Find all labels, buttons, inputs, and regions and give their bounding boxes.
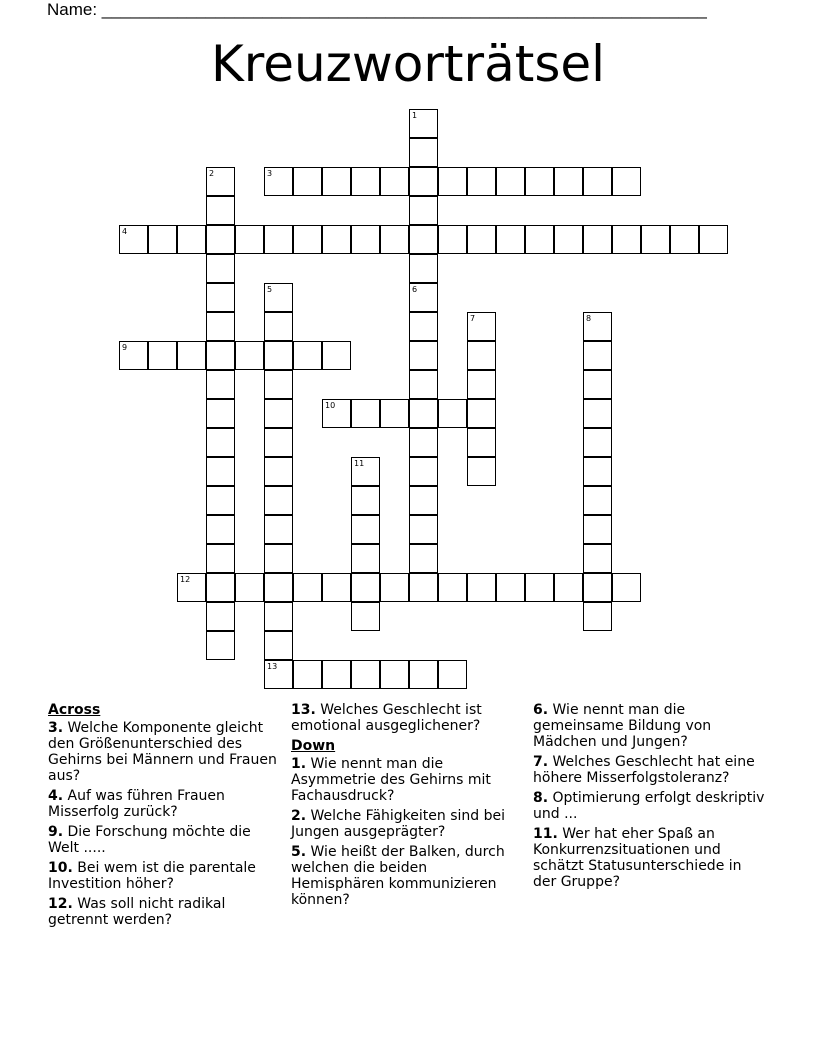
grid-cell[interactable] xyxy=(409,544,438,573)
grid-cell[interactable] xyxy=(409,515,438,544)
grid-cell[interactable] xyxy=(409,573,438,602)
grid-cell[interactable] xyxy=(554,167,583,196)
grid-cell[interactable] xyxy=(264,167,293,196)
down-heading: Down xyxy=(291,738,336,754)
grid-cell[interactable] xyxy=(322,573,351,602)
grid-cell[interactable] xyxy=(322,660,351,689)
grid-cell[interactable] xyxy=(235,225,264,254)
cell-clue-number: 10 xyxy=(325,401,336,410)
grid-cell[interactable] xyxy=(148,225,177,254)
grid-cell[interactable] xyxy=(293,167,322,196)
grid-cell[interactable] xyxy=(409,196,438,225)
grid-cell[interactable] xyxy=(206,341,235,370)
cell-clue-number: 5 xyxy=(267,285,273,294)
cell-clue-number: 2 xyxy=(209,169,215,178)
grid-cell[interactable] xyxy=(264,515,293,544)
clue-number: 1. xyxy=(291,756,307,772)
grid-cell[interactable] xyxy=(264,486,293,515)
grid-cell[interactable] xyxy=(612,167,641,196)
grid-cell[interactable] xyxy=(206,312,235,341)
grid-cell[interactable] xyxy=(351,660,380,689)
grid-cell[interactable] xyxy=(293,341,322,370)
clue-text: Welche Fähigkeiten sind bei Jungen ausgeprägter? xyxy=(291,808,505,840)
grid-cell[interactable] xyxy=(206,370,235,399)
grid-cell[interactable] xyxy=(554,225,583,254)
grid-cell[interactable] xyxy=(351,486,380,515)
grid-cell[interactable] xyxy=(641,225,670,254)
clue-number: 9. xyxy=(48,824,64,840)
grid-cell[interactable] xyxy=(380,399,409,428)
grid-cell[interactable] xyxy=(206,457,235,486)
grid-cell[interactable] xyxy=(467,167,496,196)
clues-column-2 xyxy=(291,702,521,912)
grid-cell[interactable] xyxy=(525,573,554,602)
cell-clue-number: 7 xyxy=(470,314,476,323)
grid-cell[interactable] xyxy=(322,167,351,196)
grid-cell[interactable] xyxy=(264,573,293,602)
clue-item xyxy=(48,860,283,892)
cell-clue-number: 9 xyxy=(122,343,128,352)
grid-cell[interactable] xyxy=(438,399,467,428)
clue-text: Welches Geschlecht hat eine höhere Misserfolgstoleranz? xyxy=(533,754,755,786)
grid-cell[interactable] xyxy=(583,341,612,370)
grid-cell[interactable] xyxy=(438,573,467,602)
grid-cell[interactable] xyxy=(206,486,235,515)
clue-item xyxy=(48,788,283,820)
grid-cell[interactable] xyxy=(525,225,554,254)
grid-cell[interactable] xyxy=(206,631,235,660)
grid-cell[interactable] xyxy=(583,457,612,486)
grid-cell[interactable] xyxy=(264,283,293,312)
clue-item xyxy=(291,702,521,734)
grid-cell[interactable] xyxy=(119,225,148,254)
grid-cell[interactable] xyxy=(177,573,206,602)
grid-cell[interactable] xyxy=(409,370,438,399)
grid-cell[interactable] xyxy=(699,225,728,254)
grid-cell[interactable] xyxy=(467,370,496,399)
clue-item xyxy=(48,824,283,856)
grid-cell[interactable] xyxy=(206,283,235,312)
grid-cell[interactable] xyxy=(409,399,438,428)
grid-cell[interactable] xyxy=(206,515,235,544)
grid-cell[interactable] xyxy=(206,196,235,225)
grid-cell[interactable] xyxy=(264,399,293,428)
grid-cell[interactable] xyxy=(264,602,293,631)
grid-cell[interactable] xyxy=(206,573,235,602)
grid-cell[interactable] xyxy=(409,660,438,689)
clue-item xyxy=(48,720,283,784)
clue-number: 11. xyxy=(533,826,558,842)
grid-cell[interactable] xyxy=(409,486,438,515)
clue-item xyxy=(291,756,521,804)
clue-text: Wie nennt man die Asymmetrie des Gehirns mit Fachausdruck? xyxy=(291,756,491,804)
grid-cell[interactable] xyxy=(409,225,438,254)
grid-cell[interactable] xyxy=(467,312,496,341)
grid-cell[interactable] xyxy=(583,312,612,341)
grid-cell[interactable] xyxy=(467,399,496,428)
clue-text: Optimierung erfolgt deskriptiv und ... xyxy=(533,790,765,822)
clue-number: 2. xyxy=(291,808,307,824)
grid-cell[interactable] xyxy=(438,660,467,689)
grid-cell[interactable] xyxy=(409,457,438,486)
cell-clue-number: 6 xyxy=(412,285,418,294)
grid-cell[interactable] xyxy=(409,312,438,341)
grid-cell[interactable] xyxy=(206,254,235,283)
grid-cell[interactable] xyxy=(351,225,380,254)
grid-cell[interactable] xyxy=(351,399,380,428)
cell-clue-number: 11 xyxy=(354,459,365,468)
grid-cell[interactable] xyxy=(206,399,235,428)
grid-cell[interactable] xyxy=(409,341,438,370)
clue-number: 4. xyxy=(48,788,64,804)
grid-cell[interactable] xyxy=(351,602,380,631)
clue-text: Auf was führen Frauen Misserfolg zurück? xyxy=(48,788,225,820)
clue-number: 13. xyxy=(291,702,316,718)
grid-cell[interactable] xyxy=(264,312,293,341)
clue-number: 3. xyxy=(48,720,64,736)
clue-number: 12. xyxy=(48,896,73,912)
cell-clue-number: 4 xyxy=(122,227,128,236)
grid-cell[interactable] xyxy=(351,167,380,196)
grid-cell[interactable] xyxy=(409,428,438,457)
grid-cell[interactable] xyxy=(264,457,293,486)
grid-cell[interactable] xyxy=(525,167,554,196)
grid-cell[interactable] xyxy=(293,660,322,689)
grid-cell[interactable] xyxy=(264,428,293,457)
grid-cell[interactable] xyxy=(380,167,409,196)
grid-cell[interactable] xyxy=(583,428,612,457)
grid-cell[interactable] xyxy=(467,428,496,457)
grid-cell[interactable] xyxy=(264,631,293,660)
clue-item xyxy=(291,844,521,908)
grid-cell[interactable] xyxy=(264,225,293,254)
grid-cell[interactable] xyxy=(583,573,612,602)
clues-column-1 xyxy=(48,702,283,932)
grid-cell[interactable] xyxy=(583,515,612,544)
grid-cell[interactable] xyxy=(438,167,467,196)
grid-cell[interactable] xyxy=(583,225,612,254)
grid-cell[interactable] xyxy=(177,341,206,370)
name-field-label: Name: ________________________________________________________________ xyxy=(47,0,707,19)
grid-cell[interactable] xyxy=(206,544,235,573)
grid-cell[interactable] xyxy=(467,225,496,254)
across-heading: Across xyxy=(48,702,101,718)
clue-text: Wie nennt man die gemeinsame Bildung von Mädchen und Jungen? xyxy=(533,702,712,750)
grid-cell[interactable] xyxy=(583,370,612,399)
grid-cell[interactable] xyxy=(409,109,438,138)
grid-cell[interactable] xyxy=(380,225,409,254)
grid-cell[interactable] xyxy=(264,370,293,399)
grid-cell[interactable] xyxy=(264,341,293,370)
grid-cell[interactable] xyxy=(148,341,177,370)
grid-cell[interactable] xyxy=(293,225,322,254)
grid-cell[interactable] xyxy=(206,167,235,196)
clue-text: Welche Komponente gleicht den Größenunterschied des Gehirns bei Männern und Frauen aus? xyxy=(48,720,277,784)
grid-cell[interactable] xyxy=(380,573,409,602)
clue-text: Wie heißt der Balken, durch welchen die beiden Hemisphären kommunizieren können? xyxy=(291,844,505,908)
clue-item xyxy=(533,826,768,890)
grid-cell[interactable] xyxy=(670,225,699,254)
grid-cell[interactable] xyxy=(206,428,235,457)
cell-clue-number: 13 xyxy=(267,662,278,671)
grid-cell[interactable] xyxy=(612,573,641,602)
clue-number: 5. xyxy=(291,844,307,860)
grid-cell[interactable] xyxy=(583,544,612,573)
clue-text: Wer hat eher Spaß an Konkurrenzsituationen und schätzt Statusunterschiede in der Gruppe? xyxy=(533,826,742,890)
grid-cell[interactable] xyxy=(322,225,351,254)
clue-item xyxy=(48,896,283,928)
clue-number: 6. xyxy=(533,702,549,718)
page-title: Kreuzworträtsel xyxy=(210,35,606,93)
grid-cell[interactable] xyxy=(496,225,525,254)
clue-item xyxy=(533,702,768,750)
grid-cell[interactable] xyxy=(119,341,148,370)
grid-cell[interactable] xyxy=(351,457,380,486)
grid-cell[interactable] xyxy=(583,167,612,196)
grid-cell[interactable] xyxy=(351,544,380,573)
grid-cell[interactable] xyxy=(467,573,496,602)
grid-cell[interactable] xyxy=(206,225,235,254)
grid-cell[interactable] xyxy=(409,283,438,312)
clue-item xyxy=(533,754,768,786)
grid-cell[interactable] xyxy=(322,399,351,428)
grid-cell[interactable] xyxy=(264,660,293,689)
grid-cell[interactable] xyxy=(409,254,438,283)
cell-clue-number: 1 xyxy=(412,111,418,120)
clue-item xyxy=(533,790,768,822)
grid-cell[interactable] xyxy=(554,573,583,602)
grid-cell[interactable] xyxy=(351,515,380,544)
grid-cell[interactable] xyxy=(206,602,235,631)
grid-cell[interactable] xyxy=(467,341,496,370)
grid-cell[interactable] xyxy=(351,573,380,602)
grid-cell[interactable] xyxy=(264,544,293,573)
cell-clue-number: 12 xyxy=(180,575,191,584)
grid-cell[interactable] xyxy=(467,457,496,486)
clue-text: Die Forschung möchte die Welt ..... xyxy=(48,824,251,856)
grid-cell[interactable] xyxy=(177,225,206,254)
clue-text: Welches Geschlecht ist emotional ausgeglichener? xyxy=(291,702,482,734)
grid-cell[interactable] xyxy=(583,486,612,515)
clues-column-3 xyxy=(533,702,768,894)
grid-cell[interactable] xyxy=(293,573,322,602)
cell-clue-number: 3 xyxy=(267,169,273,178)
grid-cell[interactable] xyxy=(583,602,612,631)
grid-cell[interactable] xyxy=(496,573,525,602)
grid-cell[interactable] xyxy=(322,341,351,370)
grid-cell[interactable] xyxy=(409,167,438,196)
grid-cell[interactable] xyxy=(380,660,409,689)
grid-cell[interactable] xyxy=(409,138,438,167)
grid-cell[interactable] xyxy=(235,341,264,370)
grid-cell[interactable] xyxy=(496,167,525,196)
clue-text: Bei wem ist die parentale Investition höher? xyxy=(48,860,256,892)
clue-item xyxy=(291,808,521,840)
cell-clue-number: 8 xyxy=(586,314,592,323)
grid-cell[interactable] xyxy=(438,225,467,254)
clue-number: 8. xyxy=(533,790,549,806)
clue-number: 10. xyxy=(48,860,73,876)
grid-cell[interactable] xyxy=(583,399,612,428)
clue-number: 7. xyxy=(533,754,549,770)
grid-cell[interactable] xyxy=(235,573,264,602)
grid-cell[interactable] xyxy=(612,225,641,254)
clue-text: Was soll nicht radikal getrennt werden? xyxy=(48,896,226,928)
